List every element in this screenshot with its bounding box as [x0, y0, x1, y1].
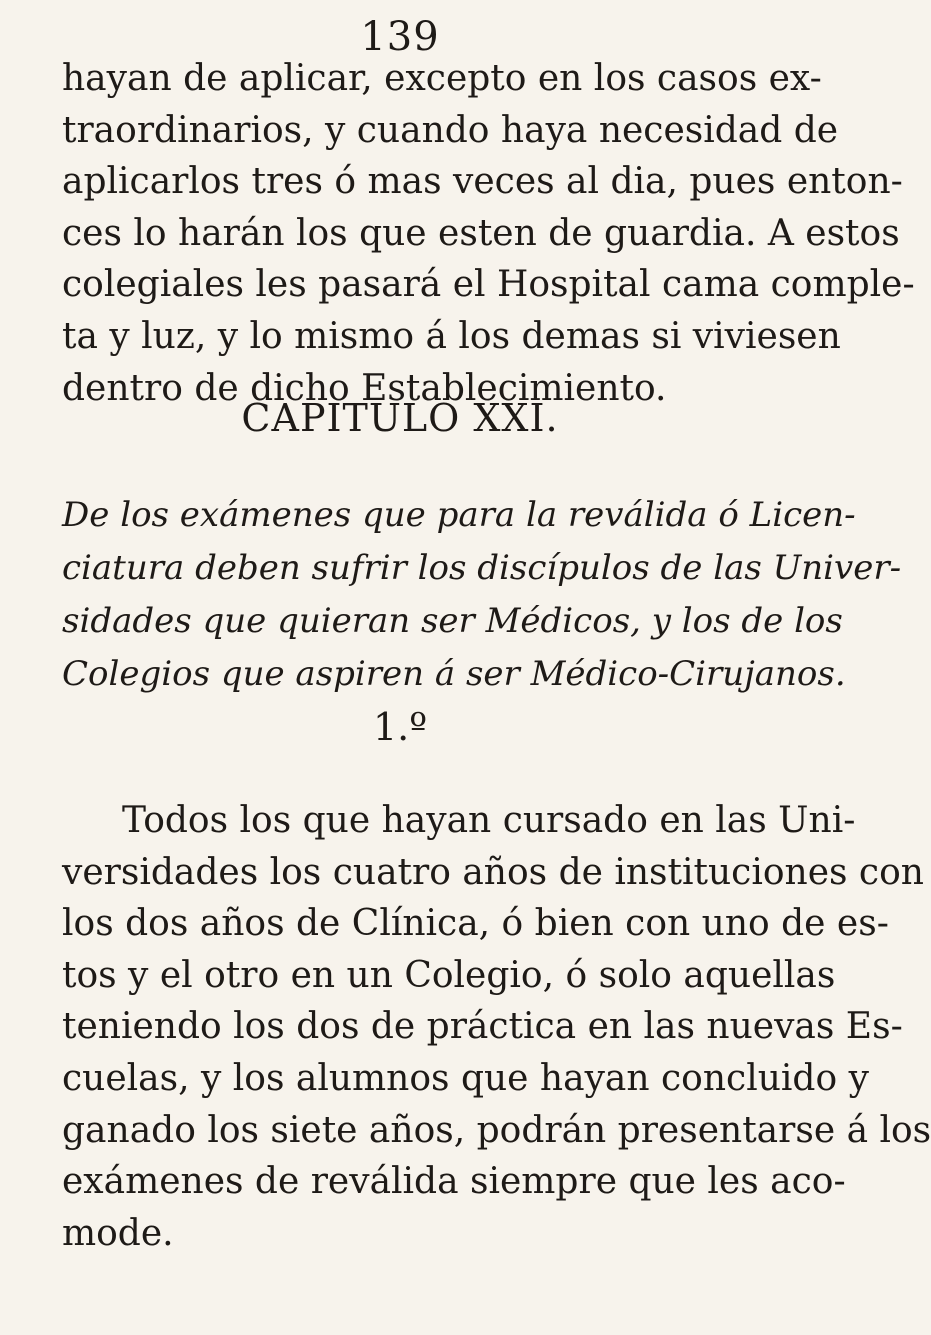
- text-line: hayan de aplicar, excepto en los casos ex-: [62, 58, 822, 99]
- chapter-subtitle: [62, 489, 902, 701]
- subtitle-line: De los exámenes que para la reválida ó Licen-: [62, 495, 856, 535]
- text-line: traordinarios, y cuando haya necesidad de: [62, 109, 839, 151]
- text-line: ces lo harán los que esten de guardia. A estos: [62, 212, 900, 254]
- text-line: los dos años de Clínica, ó bien con uno de es-: [62, 903, 889, 945]
- text-line: ganado los siete años, podrán presentarse á los: [62, 1109, 931, 1151]
- subtitle-line: Colegios que aspiren á ser Médico-Cirujanos.: [62, 654, 846, 694]
- chapter-heading: CAPITULO XXI.: [241, 396, 559, 440]
- page-number: 139: [360, 14, 440, 60]
- section-number: 1.º: [372, 705, 428, 749]
- subtitle-line: ciatura deben sufrir los discípulos de las Univer-: [62, 548, 902, 588]
- subtitle-line: sidades que quieran ser Médicos, y los de los: [62, 601, 843, 641]
- text-line: ta y luz, y lo mismo á los demas si viviesen: [62, 315, 841, 357]
- text-line: tos y el otro en un Colegio, ó solo aquellas: [62, 954, 836, 996]
- text-line: exámenes de reválida siempre que les aco-: [62, 1161, 846, 1203]
- text-line: cuelas, y los alumnos que hayan concluido y: [62, 1057, 869, 1099]
- text-line: Todos los que hayan cursado en las Uni-: [122, 800, 856, 841]
- paragraph-continued: [62, 53, 915, 414]
- text-line: mode.: [62, 1212, 174, 1254]
- text-line: teniendo los dos de práctica en las nuevas Es-: [62, 1006, 903, 1048]
- paragraph-section-1: [62, 795, 931, 1259]
- text-line: dentro de dicho Establecimiento.: [62, 367, 667, 409]
- text-line: aplicarlos tres ó mas veces al dia, pues enton-: [62, 161, 903, 203]
- text-line: versidades los cuatro años de instituciones con: [62, 851, 924, 893]
- text-line: colegiales les pasará el Hospital cama comple-: [62, 264, 915, 306]
